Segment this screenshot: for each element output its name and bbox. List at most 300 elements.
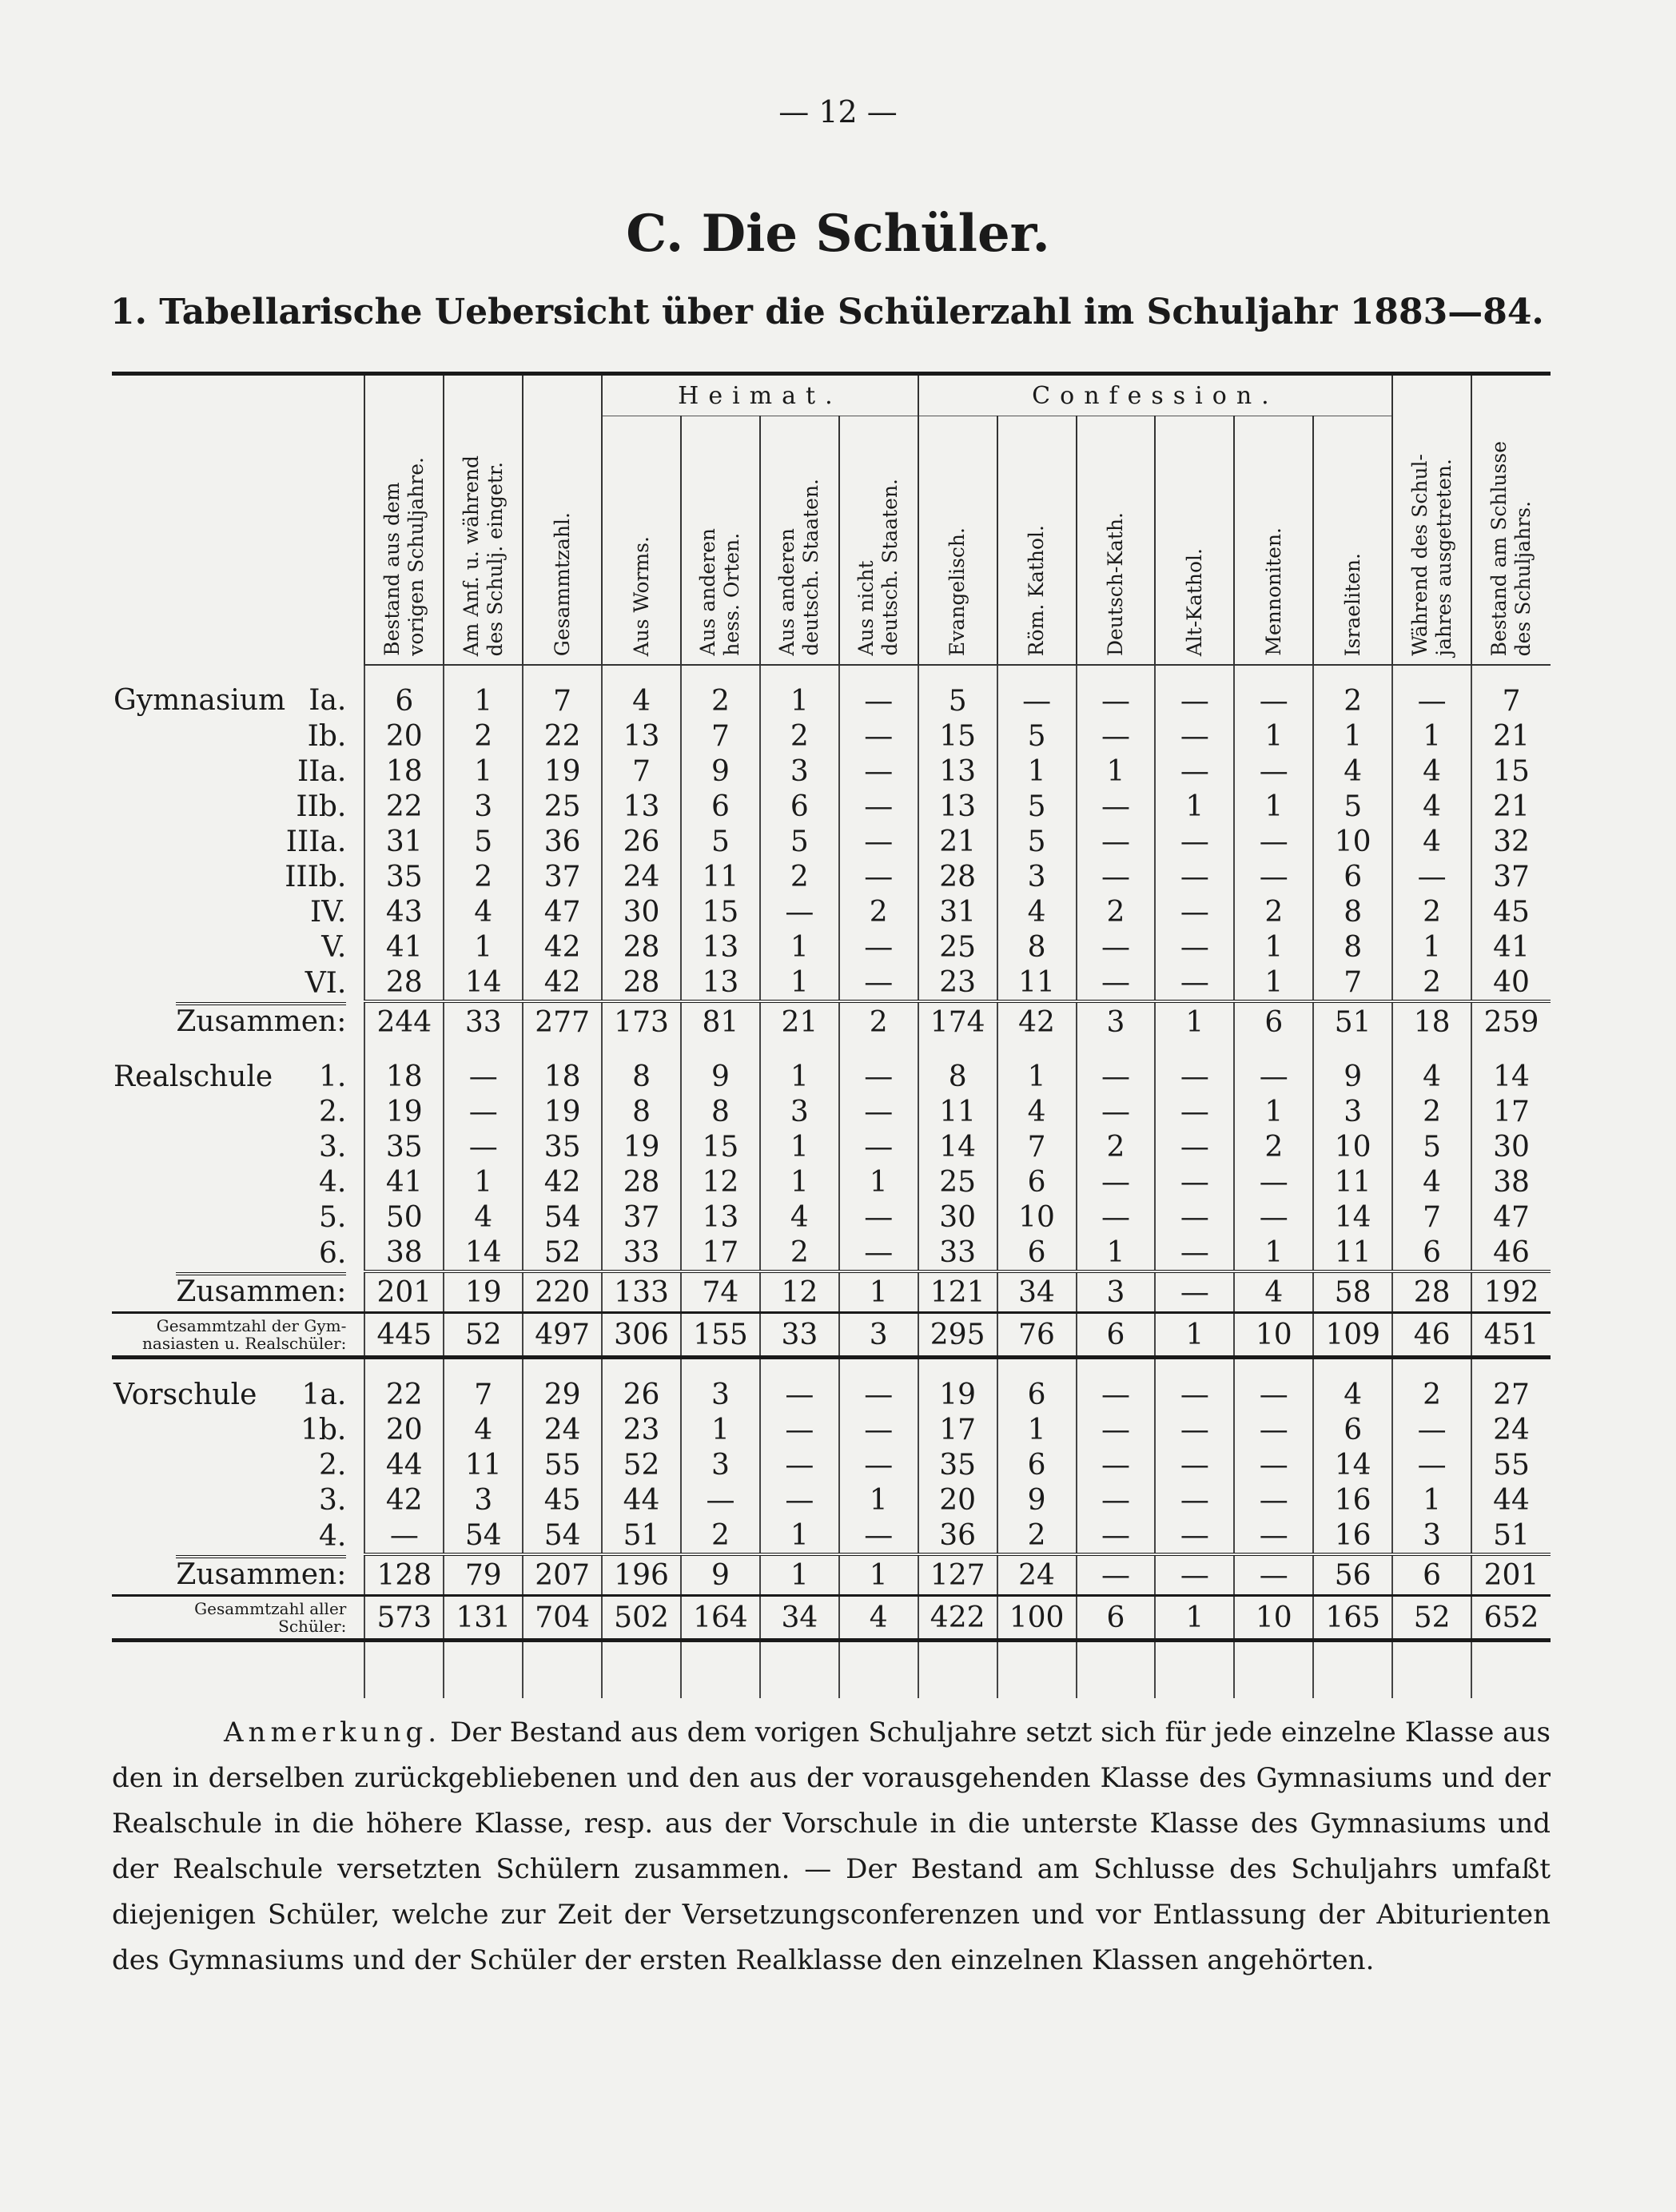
table-cell: —	[1077, 1482, 1156, 1518]
total-row	[112, 1554, 1551, 1596]
table-cell: 6	[997, 1447, 1077, 1482]
table-cell: 38	[364, 1235, 444, 1271]
table-cell: —	[1155, 1164, 1234, 1199]
column-header: Aus nicht deutsch. Staaten.	[839, 416, 918, 666]
table-cell: 2	[1234, 1129, 1313, 1164]
table-cell: 1	[1234, 718, 1313, 754]
table-cell: —	[1392, 859, 1471, 894]
class-label: IIa.	[297, 754, 347, 788]
table-cell: 52	[1392, 1596, 1471, 1641]
total-row	[112, 1001, 1551, 1041]
table-cell: 9	[681, 754, 760, 789]
table-cell: 27	[1471, 1358, 1551, 1413]
table-cell: —	[1155, 1235, 1234, 1271]
table-cell: 28	[602, 929, 681, 965]
table-row	[112, 929, 1551, 965]
table-cell: 128	[364, 1554, 444, 1596]
table-cell: 497	[523, 1313, 602, 1358]
table-cell: —	[1077, 1358, 1156, 1413]
table-cell: —	[1392, 1412, 1471, 1447]
table-cell: 3	[444, 1482, 523, 1518]
table-cell: 10	[997, 1199, 1077, 1235]
table-row	[112, 1518, 1551, 1554]
table-cell: —	[839, 1518, 918, 1554]
table-cell	[112, 789, 364, 824]
table-cell	[602, 1641, 681, 1699]
table-cell: 6	[997, 1358, 1077, 1413]
table-cell: 21	[918, 824, 997, 859]
table-cell	[1155, 1641, 1234, 1699]
table-cell	[112, 824, 364, 859]
table-cell: 4	[444, 894, 523, 929]
table-cell	[112, 1199, 364, 1235]
table-cell: 1	[444, 1164, 523, 1199]
table-cell: 5	[997, 824, 1077, 859]
table-cell: 8	[602, 1094, 681, 1129]
table-cell	[112, 859, 364, 894]
table-cell: —	[1234, 1412, 1313, 1447]
table-cell: 1	[1155, 1313, 1234, 1358]
table-cell	[1077, 1641, 1156, 1699]
table-cell: 3	[1392, 1518, 1471, 1554]
table-cell: 6	[364, 665, 444, 718]
table-cell	[1392, 1641, 1471, 1699]
table-cell: —	[1155, 1412, 1234, 1447]
table-cell: 14	[444, 1235, 523, 1271]
table-cell	[523, 1641, 602, 1699]
table-cell: 10	[1234, 1596, 1313, 1641]
table-cell: 7	[1392, 1199, 1471, 1235]
class-label: Ia.	[309, 684, 347, 717]
table-cell	[681, 1641, 760, 1699]
table-row	[112, 1482, 1551, 1518]
class-label: IV.	[309, 895, 347, 929]
column-header: Israeliten.	[1313, 416, 1392, 666]
table-cell: 31	[364, 824, 444, 859]
table-cell: 10	[1234, 1313, 1313, 1358]
table-cell: 4	[602, 665, 681, 718]
table-cell: 5	[760, 824, 839, 859]
table-cell: 35	[523, 1129, 602, 1164]
class-label: 3.	[319, 1483, 347, 1517]
table-cell: 5	[444, 824, 523, 859]
table-cell: —	[1155, 1447, 1234, 1482]
table-cell: —	[1077, 718, 1156, 754]
remark	[112, 1710, 1551, 1983]
table-cell: 3	[1313, 1094, 1392, 1129]
group-header-heimat: Heimat.	[602, 374, 918, 416]
table-cell: 1	[1392, 1482, 1471, 1518]
table-cell: 4	[1313, 1358, 1392, 1413]
table-cell: 32	[1471, 824, 1551, 859]
table-row	[112, 665, 1551, 718]
table-row	[112, 718, 1551, 754]
table-cell: —	[1155, 1094, 1234, 1129]
table-cell: 1	[444, 929, 523, 965]
table-cell: 35	[364, 1129, 444, 1164]
table-cell: —	[1155, 1271, 1234, 1313]
table-cell: 2	[839, 894, 918, 929]
table-cell: 6	[681, 789, 760, 824]
table-cell: 8	[1313, 894, 1392, 929]
table-cell: 56	[1313, 1554, 1392, 1596]
class-label: 5.	[319, 1200, 347, 1234]
table-cell: 1	[1077, 754, 1156, 789]
table-cell: 54	[523, 1518, 602, 1554]
table-cell	[112, 1412, 364, 1447]
column-header: Evangelisch.	[918, 416, 997, 666]
table-cell: —	[1234, 665, 1313, 718]
table-cell: 2	[1392, 965, 1471, 1001]
table-cell: 47	[523, 894, 602, 929]
table-cell: 1	[839, 1482, 918, 1518]
table-cell: 4	[1234, 1271, 1313, 1313]
table-cell: 6	[1234, 1001, 1313, 1041]
table-cell: 3	[760, 754, 839, 789]
table-cell: 6	[1392, 1554, 1471, 1596]
table-cell: —	[444, 1129, 523, 1164]
table-cell	[112, 1596, 364, 1641]
table-cell: 44	[602, 1482, 681, 1518]
table-cell: 1	[1155, 789, 1234, 824]
table-cell: 44	[1471, 1482, 1551, 1518]
table-cell: 9	[681, 1554, 760, 1596]
class-label: IIb.	[296, 790, 347, 823]
table-cell: 11	[997, 965, 1077, 1001]
column-header: Alt-Kathol.	[1155, 416, 1234, 666]
section-label: Realschule	[113, 1060, 273, 1093]
table-cell: 42	[997, 1001, 1077, 1041]
table-cell: —	[1234, 859, 1313, 894]
table-cell: 8	[918, 1041, 997, 1094]
total-label: Zusammen:	[176, 1002, 346, 1038]
table-cell: 10	[1313, 1129, 1392, 1164]
table-cell: 20	[918, 1482, 997, 1518]
table-cell: —	[1155, 1199, 1234, 1235]
column-header: Aus anderen deutsch. Staaten.	[760, 416, 839, 666]
table-cell: 1	[1392, 929, 1471, 965]
table-cell: 4	[997, 894, 1077, 929]
table-cell: 22	[364, 789, 444, 824]
table-row	[112, 1129, 1551, 1164]
table-cell: 11	[1313, 1164, 1392, 1199]
table-cell: 22	[523, 718, 602, 754]
table-cell: 45	[523, 1482, 602, 1518]
table-row	[112, 1041, 1551, 1094]
table-row	[112, 859, 1551, 894]
table-cell: 46	[1392, 1313, 1471, 1358]
spacer-row	[112, 1641, 1551, 1699]
table-cell	[112, 1447, 364, 1482]
table-cell: 37	[1471, 859, 1551, 894]
table-cell: —	[1234, 1164, 1313, 1199]
table-cell: 3	[1077, 1271, 1156, 1313]
class-label: 3.	[319, 1130, 347, 1164]
table-cell: 5	[1392, 1129, 1471, 1164]
table-cell: —	[1234, 1554, 1313, 1596]
table-cell: —	[681, 1482, 760, 1518]
table-cell	[112, 718, 364, 754]
table-cell	[112, 665, 364, 718]
table-cell: 24	[1471, 1412, 1551, 1447]
table-cell: 1	[997, 754, 1077, 789]
table-cell	[760, 1641, 839, 1699]
table-cell: 2	[760, 718, 839, 754]
table-cell: 54	[444, 1518, 523, 1554]
student-statistics-table	[112, 372, 1551, 1698]
table-cell: 1	[760, 1041, 839, 1094]
table-cell: 2	[681, 665, 760, 718]
table-cell	[112, 1041, 364, 1094]
table-cell: 7	[602, 754, 681, 789]
table-cell: 173	[602, 1001, 681, 1041]
table-cell: —	[1155, 1041, 1234, 1094]
table-cell: 2	[1392, 1094, 1471, 1129]
table-cell: 43	[364, 894, 444, 929]
table-cell: 1	[997, 1412, 1077, 1447]
table-cell: —	[1234, 824, 1313, 859]
table-cell: 4	[839, 1596, 918, 1641]
table-cell: —	[839, 754, 918, 789]
table-cell: 1	[760, 1518, 839, 1554]
table-cell: 26	[602, 1358, 681, 1413]
section-label: Gymnasium	[113, 684, 286, 717]
table-cell: 220	[523, 1271, 602, 1313]
table-cell: —	[1155, 718, 1234, 754]
table-cell: 3	[1077, 1001, 1156, 1041]
table-cell: 174	[918, 1001, 997, 1041]
table-cell: —	[1155, 894, 1234, 929]
table-cell: 4	[1392, 824, 1471, 859]
table-cell: 13	[681, 1199, 760, 1235]
grand-total-label: Gesammtzahl aller	[194, 1599, 347, 1618]
table-cell: 2	[444, 718, 523, 754]
table-cell: 52	[523, 1235, 602, 1271]
table-cell: 9	[681, 1041, 760, 1094]
table-cell: 15	[918, 718, 997, 754]
table-row	[112, 1412, 1551, 1447]
group-header-confession: Confession.	[918, 374, 1392, 416]
table-cell: —	[364, 1518, 444, 1554]
table-cell: —	[444, 1041, 523, 1094]
table-cell: —	[839, 1094, 918, 1129]
table-cell: 6	[1077, 1313, 1156, 1358]
table-cell: 13	[681, 929, 760, 965]
table-cell: 1	[1392, 718, 1471, 754]
table-cell: 100	[997, 1596, 1077, 1641]
table-cell: —	[1155, 1482, 1234, 1518]
table-cell: 7	[681, 718, 760, 754]
table-cell: 9	[1313, 1041, 1392, 1094]
table-cell: —	[1077, 1447, 1156, 1482]
page-number: — 12 —	[778, 94, 898, 129]
table-cell	[112, 929, 364, 965]
table-cell: 5	[1313, 789, 1392, 824]
table-cell: 4	[1313, 754, 1392, 789]
table-cell: 11	[444, 1447, 523, 1482]
class-label: 2.	[319, 1448, 347, 1482]
class-label: VI.	[305, 966, 347, 1000]
table-cell: 1	[839, 1271, 918, 1313]
table-cell: 201	[1471, 1554, 1551, 1596]
table-cell: 33	[444, 1001, 523, 1041]
table-cell: 18	[1392, 1001, 1471, 1041]
table-cell: 16	[1313, 1518, 1392, 1554]
table-cell: 1	[760, 1554, 839, 1596]
table-row	[112, 789, 1551, 824]
table-cell: —	[839, 1041, 918, 1094]
table-cell: 133	[602, 1271, 681, 1313]
remark-text: Der Bestand aus dem vorigen Schuljahre setzt sich für jede einzelne Klasse aus den in derselben zurückgebliebenen und den aus der vorausgehenden Klasse des Gymnasiums und der Realschule in die höhere Klasse, resp. aus der Vorschule in die unterste Klasse des Gymnasiums und der Realschule versetzten Schülern zusammen. — Der Bestand am Schlusse des Schuljahrs umfaßt diejenigen Schüler, welche zur Zeit der Versetzungsconferenzen und vor Entlassung der Abiturienten des Gymnasiums und der Schüler der ersten Realklasse den einzelnen Klassen angehörten.	[112, 1717, 1551, 1976]
table-cell: —	[1155, 665, 1234, 718]
section-label: Vorschule	[113, 1378, 257, 1411]
table-cell: —	[1077, 789, 1156, 824]
table-cell: 9	[997, 1482, 1077, 1518]
table-cell: 4	[1392, 789, 1471, 824]
table-cell: —	[760, 894, 839, 929]
table-cell: 3	[760, 1094, 839, 1129]
table-cell: —	[1155, 1358, 1234, 1413]
table-cell: 6	[997, 1164, 1077, 1199]
table-cell: 51	[1313, 1001, 1392, 1041]
table-cell	[112, 1235, 364, 1271]
table-cell: 5	[681, 824, 760, 859]
table-cell: 2	[760, 859, 839, 894]
table-cell: 47	[1471, 1199, 1551, 1235]
table-cell: 51	[602, 1518, 681, 1554]
table-cell: 35	[918, 1447, 997, 1482]
table-cell: 25	[523, 789, 602, 824]
table-cell: —	[839, 1447, 918, 1482]
table-cell: 6	[1077, 1596, 1156, 1641]
column-header: Deutsch-Kath.	[1077, 416, 1156, 666]
table-cell: 44	[364, 1447, 444, 1482]
table-cell: 12	[760, 1271, 839, 1313]
table-cell: 4	[1392, 754, 1471, 789]
table-cell: 18	[364, 1041, 444, 1094]
table-cell: 30	[918, 1199, 997, 1235]
table-cell: 1	[760, 1164, 839, 1199]
table-cell: 12	[681, 1164, 760, 1199]
table-cell: 38	[1471, 1164, 1551, 1199]
table-cell: 24	[602, 859, 681, 894]
table-body	[112, 665, 1551, 1698]
table-cell: 1	[760, 665, 839, 718]
table-cell: 40	[1471, 965, 1551, 1001]
table-cell: —	[1155, 1518, 1234, 1554]
table-cell	[1313, 1641, 1392, 1699]
column-header: Gesammtzahl.	[523, 374, 602, 666]
table-row	[112, 754, 1551, 789]
table-cell: —	[1155, 859, 1234, 894]
table-cell: 28	[602, 965, 681, 1001]
class-label: 2.	[319, 1095, 347, 1128]
table-cell: 29	[523, 1358, 602, 1413]
table-cell: —	[1392, 665, 1471, 718]
table-cell	[1471, 1641, 1551, 1699]
table-cell: 81	[681, 1001, 760, 1041]
table-cell: —	[1077, 1554, 1156, 1596]
table-cell: 2	[1077, 894, 1156, 929]
grand-total-label: Schüler:	[278, 1617, 347, 1636]
table-cell	[997, 1641, 1077, 1699]
table-cell	[112, 1358, 364, 1413]
table-cell: —	[839, 1412, 918, 1447]
table-cell: 422	[918, 1596, 997, 1641]
table-cell: —	[1077, 824, 1156, 859]
table-cell: 7	[444, 1358, 523, 1413]
table-cell: 55	[523, 1447, 602, 1482]
table-cell	[1234, 1641, 1313, 1699]
grand-total-label: nasiasten u. Realschüler:	[142, 1334, 347, 1353]
table-cell: 41	[1471, 929, 1551, 965]
table-cell: 33	[918, 1235, 997, 1271]
table-cell: 3	[997, 859, 1077, 894]
table-cell: 3	[444, 789, 523, 824]
table-cell: 4	[760, 1199, 839, 1235]
table-cell: 36	[523, 824, 602, 859]
table-cell: 131	[444, 1596, 523, 1641]
table-cell: 2	[1392, 894, 1471, 929]
table-cell	[112, 1482, 364, 1518]
table-cell: 24	[523, 1412, 602, 1447]
table-cell: 1	[1077, 1235, 1156, 1271]
table-cell: 42	[523, 1164, 602, 1199]
total-label: Zusammen:	[176, 1555, 346, 1591]
table-cell: 5	[918, 665, 997, 718]
table-cell: 37	[523, 859, 602, 894]
grand-total-row	[112, 1596, 1551, 1641]
table-cell: 17	[918, 1412, 997, 1447]
table-cell: —	[839, 1358, 918, 1413]
table-cell: 34	[997, 1271, 1077, 1313]
table-cell: 16	[1313, 1482, 1392, 1518]
table-cell: —	[1077, 1518, 1156, 1554]
table-heading: 1. Tabellarische Uebersicht über die Schülerzahl im Schuljahr 1883—84.	[110, 292, 1544, 332]
table-cell: 30	[602, 894, 681, 929]
column-header: Mennoniten.	[1234, 416, 1313, 666]
total-label: Zusammen:	[176, 1272, 346, 1308]
table-cell: 451	[1471, 1313, 1551, 1358]
table-cell: 30	[1471, 1129, 1551, 1164]
table-cell: 79	[444, 1554, 523, 1596]
column-header: Am Anf. u. während des Schulj. eingetr.	[444, 374, 523, 666]
table-cell: 33	[760, 1313, 839, 1358]
table-cell	[112, 1094, 364, 1129]
table-cell: 2	[1392, 1358, 1471, 1413]
table-cell: 2	[444, 859, 523, 894]
table-cell: 14	[1313, 1199, 1392, 1235]
table-cell: —	[1155, 929, 1234, 965]
table-cell: 13	[681, 965, 760, 1001]
table-cell: —	[444, 1094, 523, 1129]
table-cell: —	[1077, 1199, 1156, 1235]
table-cell: —	[760, 1482, 839, 1518]
table-cell: 42	[364, 1482, 444, 1518]
class-label: 6.	[319, 1236, 347, 1270]
table-cell	[112, 754, 364, 789]
table-cell: 37	[602, 1199, 681, 1235]
class-label: 4.	[319, 1519, 347, 1553]
table-cell: 1	[760, 965, 839, 1001]
table-cell: 50	[364, 1199, 444, 1235]
table-cell: 22	[364, 1358, 444, 1413]
table-cell: —	[760, 1358, 839, 1413]
table-cell: 11	[918, 1094, 997, 1129]
class-label: 1a.	[301, 1378, 347, 1411]
table-cell: 8	[1313, 929, 1392, 965]
table-cell: 21	[1471, 789, 1551, 824]
